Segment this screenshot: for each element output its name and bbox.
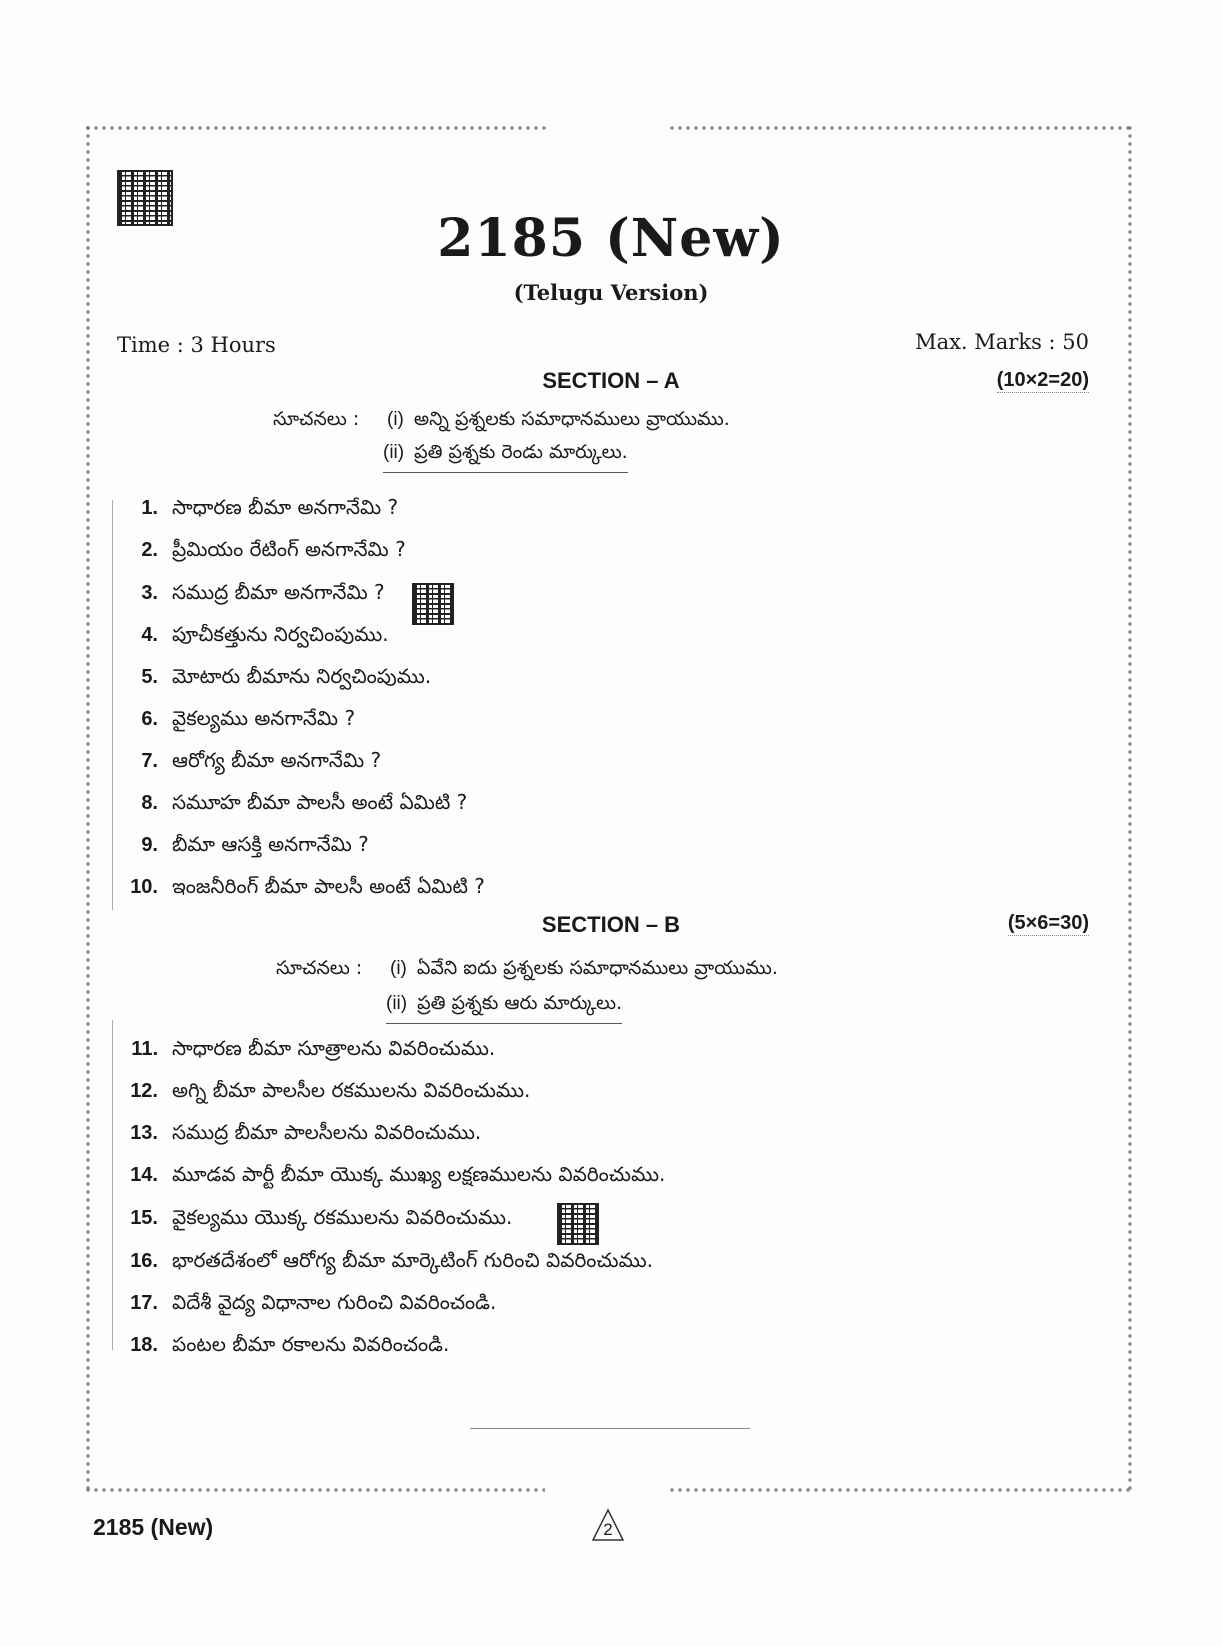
instruction-item	[390, 957, 778, 984]
instruction-item	[387, 408, 730, 435]
border-left	[84, 124, 92, 1494]
instruction-text: ఏవేని ఐదు ప్రశ్నలకు సమాధానములు వ్రాయుము.	[416, 957, 778, 979]
question-text: భారతదేశంలో ఆరోగ్య బీమా మార్కెటింగ్ గురించి వివరించుము.	[172, 1248, 654, 1272]
question	[126, 664, 431, 693]
instruction-text: ప్రతి ప్రశ్నకు ఆరు మార్కులు.	[417, 992, 623, 1014]
question	[126, 495, 398, 524]
instruction-number: (ii)	[386, 993, 408, 1014]
question-number: 2.	[141, 539, 158, 561]
question-number: 13.	[130, 1122, 158, 1144]
max-marks: Max. Marks : 50	[915, 330, 1089, 354]
instruction-text: ప్రతి ప్రశ్నకు రెండు మార్కులు.	[414, 441, 628, 463]
question-number: 16.	[130, 1250, 158, 1272]
question-text: పంటల బీమా రకాలను వివరించండి.	[172, 1332, 450, 1356]
question-number: 18.	[130, 1334, 158, 1356]
margin-line	[112, 1020, 113, 1350]
question-number: 14.	[130, 1164, 158, 1186]
question	[126, 706, 355, 735]
footer-paper-code: 2185 (New)	[93, 1514, 214, 1540]
question-text: అగ్ని బీమా పాలసీల రకములను వివరించుము.	[172, 1078, 531, 1102]
version-subtitle: (Telugu Version)	[513, 280, 709, 305]
question	[126, 622, 389, 651]
page-number-value: 2	[603, 1520, 613, 1539]
question-number: 11.	[131, 1038, 158, 1060]
question-number: 6.	[141, 708, 158, 730]
border-gap	[550, 118, 670, 138]
question-text: సాధారణ బీమా అనగానేమి ?	[172, 495, 399, 519]
question	[126, 832, 369, 861]
paper-code-title: 2185 (New)	[437, 208, 785, 269]
instructions-label: సూచనలు :	[273, 408, 360, 430]
time-allowed: Time : 3 Hours	[117, 333, 276, 357]
page-number	[591, 1508, 625, 1542]
qr-code-icon	[412, 583, 454, 625]
question-number: 1.	[141, 497, 158, 519]
question-number: 10.	[130, 876, 158, 898]
section-b-marks: (5×6=30)	[1007, 912, 1089, 934]
question-text: మూడవ పార్టీ బీమా యొక్క ముఖ్య లక్షణములను వివరించుము.	[172, 1162, 666, 1186]
instruction-text: అన్ని ప్రశ్నలకు సమాధానములు వ్రాయుము.	[413, 408, 730, 430]
section-a-marks: (10×2=20)	[996, 369, 1089, 391]
border-gap	[545, 1480, 670, 1500]
question-text: సాధారణ బీమా సూత్రాలను వివరించుము.	[172, 1036, 496, 1060]
question	[126, 1248, 653, 1277]
question-text: వైకల్యము అనగానేమి ?	[172, 706, 356, 730]
question	[126, 1205, 512, 1234]
border-right	[1126, 124, 1134, 1494]
question	[126, 790, 467, 819]
question	[126, 1078, 530, 1107]
instruction-item	[383, 441, 628, 473]
question-text: ప్రీమియం రేటింగ్ అనగానేమి ?	[172, 537, 406, 561]
section-b-title: SECTION – B	[541, 912, 681, 937]
question-text: ఆరోగ్య బీమా అనగానేమి ?	[172, 748, 382, 772]
question-text: పూచీకత్తును నిర్వచింపుము.	[172, 622, 389, 646]
question-text: బీమా ఆసక్తి అనగానేమి ?	[172, 832, 369, 856]
question-text: సమూహ బీమా పాలసీ అంటే ఏమిటి ?	[172, 790, 468, 814]
instruction-number: (i)	[390, 958, 407, 979]
question-number: 4.	[141, 624, 158, 646]
question	[126, 874, 485, 903]
end-divider	[470, 1428, 750, 1429]
question-number: 7.	[141, 750, 158, 772]
question-text: సముద్ర బీమా పాలసీలను వివరించుము.	[172, 1120, 482, 1144]
question-number: 3.	[141, 582, 158, 604]
margin-line	[112, 500, 113, 910]
question-number: 17.	[130, 1292, 158, 1314]
question-text: సముద్ర బీమా అనగానేమి ?	[172, 580, 385, 604]
question	[126, 748, 381, 777]
question-text: మోటారు బీమాను నిర్వచింపుము.	[172, 664, 432, 688]
instruction-number: (ii)	[383, 442, 405, 463]
question-number: 15.	[130, 1207, 158, 1229]
instruction-item	[386, 992, 622, 1024]
question	[126, 1332, 449, 1361]
instruction-number: (i)	[387, 409, 404, 430]
question	[126, 1120, 481, 1149]
question-number: 5.	[141, 666, 158, 688]
question-number: 9.	[141, 834, 158, 856]
section-a-title: SECTION – A	[542, 368, 680, 393]
question	[126, 580, 385, 609]
question-text: వైకల్యము యొక్క రకములను వివరించుము.	[172, 1205, 513, 1229]
question-text: విదేశీ వైద్య విధానాల గురించి వివరించండి.	[172, 1290, 497, 1314]
question-text: ఇంజనీరింగ్ బీమా పాలసీ అంటే ఏమిటి ?	[172, 874, 485, 898]
question	[126, 1290, 496, 1319]
instructions-label: సూచనలు :	[276, 957, 363, 979]
question	[126, 1036, 495, 1065]
question	[126, 537, 406, 566]
qr-code-icon	[557, 1203, 599, 1245]
question-number: 8.	[141, 792, 158, 814]
question	[126, 1162, 665, 1191]
question-number: 12.	[130, 1080, 158, 1102]
